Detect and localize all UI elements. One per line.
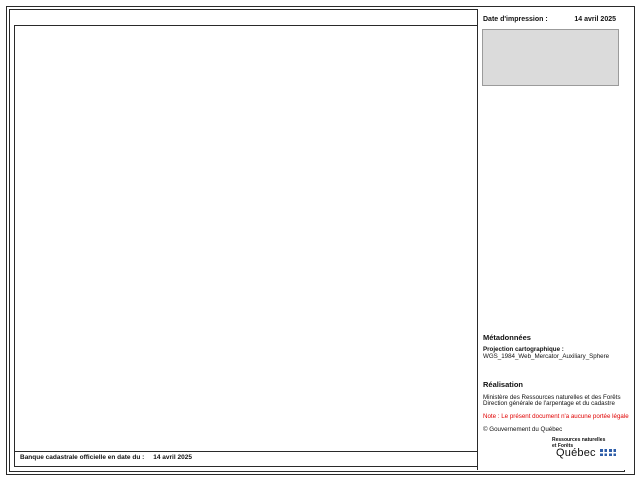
quebec-flag-icon: [609, 449, 616, 456]
quebec-flag-icon: [600, 449, 607, 456]
logo-department-name: Ressources naturelles et Forêts: [552, 437, 606, 449]
realisation-direction: Direction générale de l'arpentage et du cadastre: [483, 400, 615, 407]
copyright-text: © Gouvernement du Québec: [483, 426, 563, 433]
cadastre-bank-date: 14 avril 2025: [153, 454, 192, 461]
map-frame: [14, 25, 478, 467]
realisation-ministry: Ministère des Ressources naturelles et des Forêts: [483, 394, 621, 401]
map-footer: [20, 454, 192, 461]
cadastre-bank-label: Banque cadastrale officielle en date du :: [20, 454, 145, 461]
realisation-title: Réalisation: [483, 380, 524, 389]
metadata-title: Métadonnées: [483, 333, 531, 342]
map-footer-divider: [14, 451, 477, 452]
projection-value: WGS_1984_Web_Mercator_Auxiliary_Sphere: [483, 353, 610, 360]
quebec-government-logo: [548, 438, 620, 462]
legend-placeholder-box: [482, 29, 619, 86]
print-date-label: Date d'impression :: [483, 16, 548, 23]
projection-label: Projection cartographique :: [483, 346, 564, 353]
print-date-value: 14 avril 2025: [574, 16, 616, 23]
legal-note: Note : Le présent document n'a aucune portée légale: [483, 413, 629, 420]
quebec-wordmark: Québec: [556, 447, 596, 459]
